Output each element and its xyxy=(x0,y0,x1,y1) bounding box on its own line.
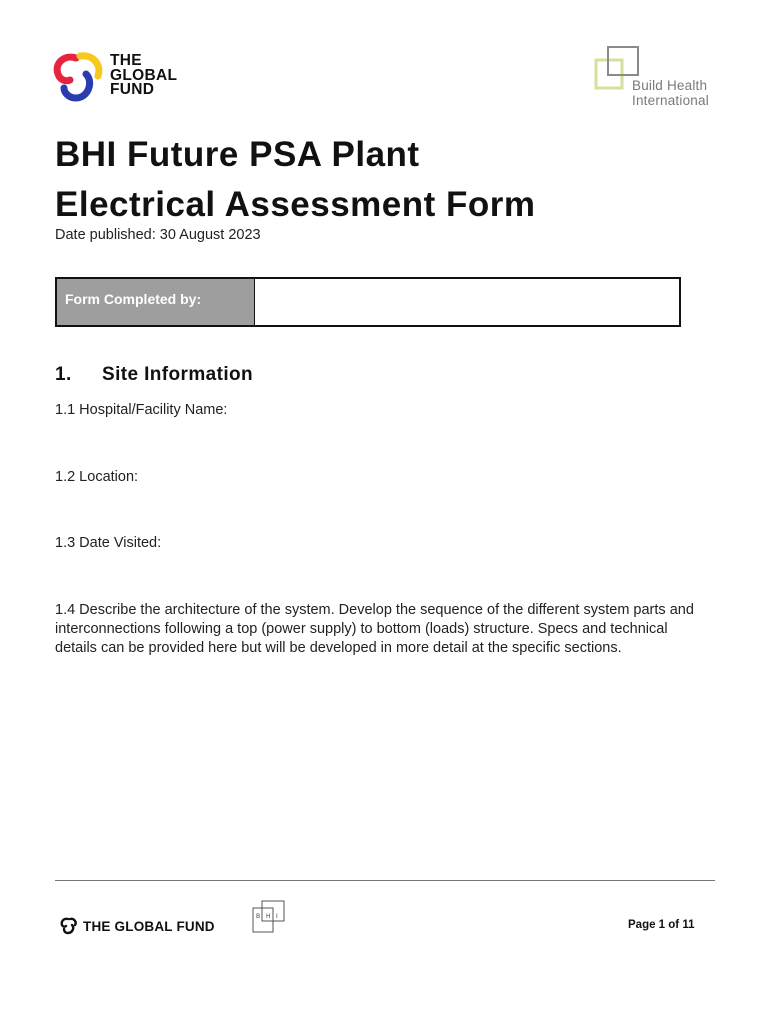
field-hospital-name-label: 1.1 Hospital/Facility Name: xyxy=(55,402,228,418)
footer-org-name: THE GLOBAL FUND xyxy=(83,918,215,934)
global-fund-symbol-icon xyxy=(52,52,106,104)
form-completed-field[interactable] xyxy=(255,279,679,325)
footer-bhi-squares-icon xyxy=(252,900,288,934)
footer-bhi-letter: B xyxy=(256,913,261,920)
field-location-label: 1.2 Location: xyxy=(55,469,139,485)
title-line-1: BHI Future PSA Plant xyxy=(55,135,420,174)
section-heading xyxy=(55,364,253,386)
date-published: Date published: 30 August 2023 xyxy=(55,227,261,243)
footer-global-fund-logo xyxy=(60,916,215,936)
field-architecture-description: 1.4 Describe the architecture of the system. Develop the sequence of the different system parts and interconnections following a top (power supply) to bottom (loads) structure. Specs and technical details can be provided here but will be developed in more detail at the specific sections. xyxy=(55,602,694,656)
document-title xyxy=(55,130,735,230)
build-health-international-logo xyxy=(594,44,734,114)
footer-bhi-letter: H xyxy=(266,913,271,920)
form-completed-label: Form Completed by: xyxy=(57,279,255,325)
form-completed-table xyxy=(55,277,681,327)
bhi-logo-text: Build Health International xyxy=(632,78,709,108)
section-title: Site Information xyxy=(102,364,254,385)
global-fund-logo xyxy=(52,52,202,104)
page-number: Page 1 of 11 xyxy=(628,919,695,931)
footer-divider xyxy=(55,880,715,881)
field-date-visited-label: 1.3 Date Visited: xyxy=(55,535,162,551)
footer-bhi-letter: I xyxy=(276,913,278,920)
footer-bhi-logo xyxy=(252,900,288,934)
global-fund-logo-text: THE GLOBAL FUND xyxy=(110,52,178,98)
footer-global-fund-symbol-icon xyxy=(60,917,78,935)
title-line-2: Electrical Assessment Form xyxy=(55,185,536,224)
section-number: 1. xyxy=(55,364,72,385)
